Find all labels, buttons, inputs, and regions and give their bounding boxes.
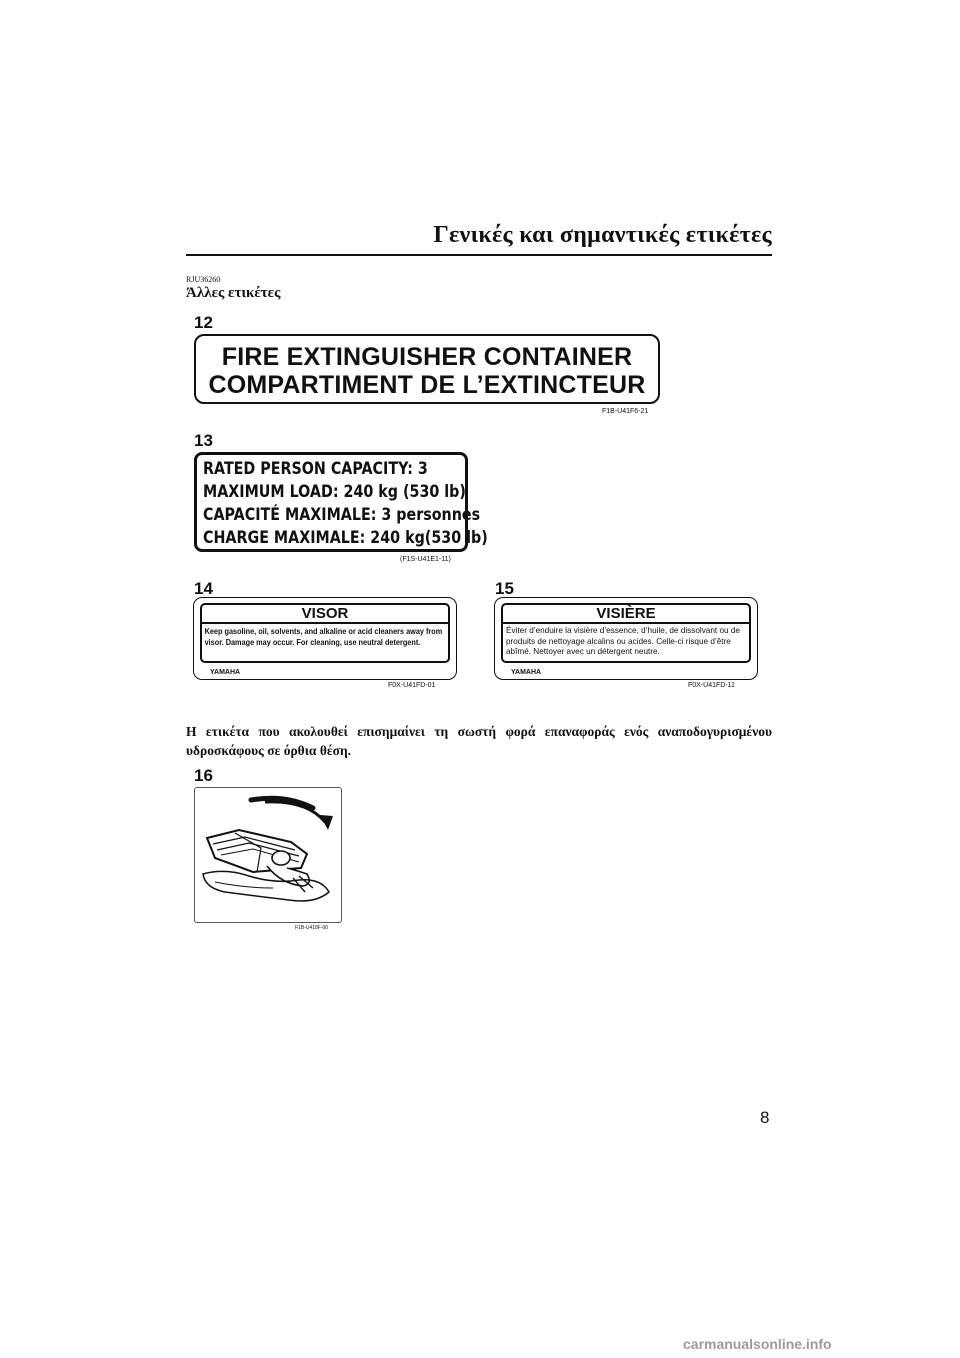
visor-heading: VISOR xyxy=(202,605,448,624)
fire-label-line-2: COMPARTIMENT DE L’EXTINCTEUR xyxy=(208,371,646,399)
label-12-code: F1B-U41F6-21 xyxy=(602,408,649,415)
label-13-number: 13 xyxy=(194,431,213,450)
label-15-number: 15 xyxy=(495,579,514,598)
capsized-watercraft-label xyxy=(194,787,342,923)
section-title: Άλλες ετικέτες xyxy=(186,285,281,301)
page-header-title: Γενικές και σημαντικές ετικέτες xyxy=(433,222,772,248)
visor-label-fr xyxy=(494,597,758,680)
capacity-line-2: MAXIMUM LOAD: 240 kg (530 lb) xyxy=(203,482,466,502)
header-rule xyxy=(186,254,772,256)
label-13-code: (F1S-U41E1-11) xyxy=(400,556,451,563)
page-number: 8 xyxy=(760,1108,770,1127)
visiere-text: Éviter d’enduire la visière d’essence, d’huile, de dissolvant ou de produits de nettoyage alcalins ou acides. Celle-ci risque d’être abîmé. Nettoyer avec un détergent neutre. xyxy=(506,626,740,656)
yamaha-brand-logo: YAMAHA xyxy=(210,669,241,676)
rotation-arrow-icon xyxy=(265,802,325,822)
visor-text: Keep gasoline, oil, solvents, and alkaline or acid cleaners away from visor. Damage may occur. For cleaning, use neutral detergent. xyxy=(204,626,443,647)
label-16-code: F1B-U418F-00 xyxy=(295,925,329,931)
label-15-code: F0X-U41FD-11 xyxy=(688,682,735,689)
visor-label-en xyxy=(193,597,457,680)
visor-label-fr-panel xyxy=(501,603,751,663)
visor-label-en-panel xyxy=(200,603,450,663)
visiere-heading: VISIÈRE xyxy=(503,605,749,624)
capacity-line-4: CHARGE MAXIMALE: 240 kg(530 lb) xyxy=(203,528,488,548)
capacity-line-3: CAPACITÉ MAXIMALE: 3 personnes xyxy=(203,505,481,525)
label-14-number: 14 xyxy=(194,579,213,598)
body-paragraph: Η ετικέτα που ακολουθεί επισημαίνει τη σωστή φορά επαναφοράς ενός αναποδογυρισμένου υδροσκάφους σε όρθια θέση. xyxy=(186,724,772,758)
yamaha-brand-logo: YAMAHA xyxy=(511,669,542,676)
label-16-number: 16 xyxy=(194,766,213,785)
label-14-code: F0X-U41FD-01 xyxy=(388,682,436,689)
section-ref-code: RJU36260 xyxy=(186,275,221,284)
capacity-line-1: RATED PERSON CAPACITY: 3 xyxy=(203,459,428,479)
label-12-number: 12 xyxy=(194,313,213,332)
fire-label-line-1: FIRE EXTINGUISHER CONTAINER xyxy=(221,343,633,371)
capacity-label xyxy=(194,452,488,552)
fire-extinguisher-label xyxy=(194,334,660,404)
capsized-watercraft-illustration xyxy=(195,788,341,922)
watermark: carmanualsonline.info xyxy=(683,1336,832,1352)
